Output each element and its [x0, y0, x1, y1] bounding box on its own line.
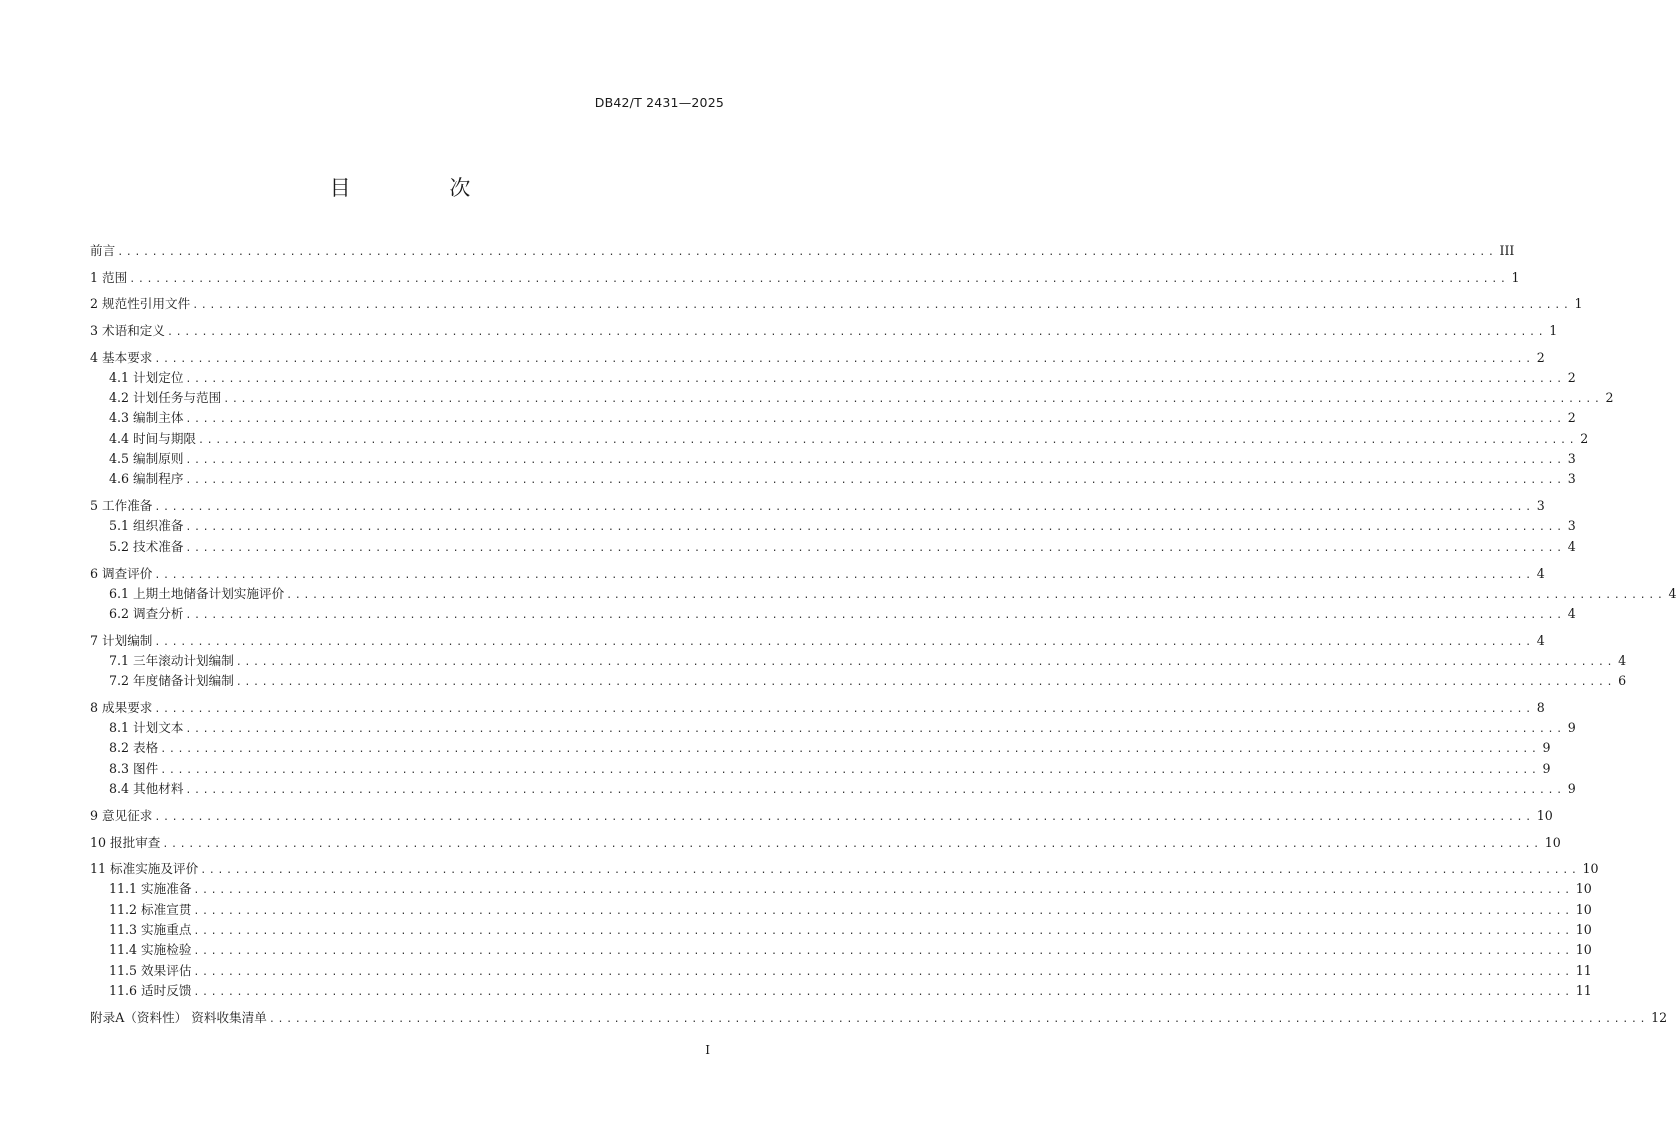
toc-entry-label: 6.1 上期土地储备计划实施评价 [109, 585, 285, 601]
toc-entry-page: 2 [1567, 369, 1576, 385]
toc-leader-dots: ................................................................................................................................................................ [154, 704, 1534, 716]
toc-entry-page: 3 [1567, 450, 1576, 466]
toc-entry-label: 8.2 表格 [109, 740, 159, 756]
table-of-contents [90, 240, 1676, 1027]
toc-entry-page: 9 [1567, 780, 1576, 796]
toc-leader-dots: ................................................................................................................................................................ [185, 373, 1565, 385]
toc-entry-label: 6.2 调查分析 [109, 605, 184, 621]
toc-leader-dots: ................................................................................................................................................................ [198, 434, 1578, 446]
toc-entry-label: 5.1 组织准备 [109, 518, 184, 534]
toc-subentry[interactable] [90, 603, 1576, 623]
toc-entry-label: 11.1 实施准备 [109, 881, 192, 897]
toc-leader-dots: ................................................................................................................................................................ [200, 865, 1580, 877]
toc-entry[interactable] [90, 320, 1558, 340]
toc-entry[interactable] [90, 563, 1545, 583]
toc-leader-dots: ................................................................................................................................................................ [193, 885, 1573, 897]
toc-entry-page: 4 [1618, 652, 1627, 668]
document-code: DB42/T 2431—2025 [594, 95, 724, 110]
toc-leader-dots: ................................................................................................................................................................ [235, 656, 1616, 668]
toc-subentry[interactable] [90, 428, 1589, 448]
toc-leader-dots: ................................................................................................................................................................ [193, 986, 1573, 998]
toc-subentry[interactable] [90, 919, 1592, 939]
toc-entry-page: 4 [1536, 632, 1545, 648]
toc-entry-label: 前言 [90, 243, 116, 258]
toc-entry-page: 4 [1536, 565, 1545, 581]
toc-entry[interactable] [90, 267, 1520, 287]
toc-subentry[interactable] [90, 468, 1576, 488]
toc-leader-dots: ................................................................................................................................................................ [154, 636, 1534, 648]
toc-entry-label: 1 范围 [90, 269, 128, 285]
page-title: 目 次 [329, 176, 517, 200]
toc-leader-dots: ................................................................................................................................................................ [167, 327, 1547, 339]
toc-subentry[interactable] [90, 515, 1576, 535]
toc-leader-dots: ................................................................................................................................................................ [154, 502, 1534, 514]
toc-entry-page: 1 [1574, 296, 1583, 312]
toc-entry-label: 5 工作准备 [90, 498, 153, 514]
toc-entry-label: 7.2 年度储备计划编制 [109, 673, 234, 689]
toc-subentry[interactable] [90, 899, 1592, 919]
toc-leader-dots: ................................................................................................................................................................ [193, 905, 1573, 917]
toc-leader-dots: ................................................................................................................................................................ [117, 247, 1497, 258]
toc-entry[interactable] [90, 697, 1545, 717]
toc-leader-dots: ................................................................................................................................................................ [185, 784, 1565, 796]
toc-leader-dots: ................................................................................................................................................................ [160, 764, 1540, 776]
toc-entry-label: 5.2 技术准备 [109, 538, 184, 554]
toc-entry-page: 4 [1567, 605, 1576, 621]
toc-leader-dots: ................................................................................................................................................................ [235, 677, 1616, 689]
toc-subentry[interactable] [90, 778, 1576, 798]
toc-entry[interactable] [90, 240, 1515, 260]
toc-entry-page: 2 [1580, 430, 1589, 446]
toc-leader-dots: ................................................................................................................................................................ [185, 522, 1565, 534]
toc-entry-label: 4.2 计划任务与范围 [109, 390, 222, 406]
toc-subentry[interactable] [90, 939, 1592, 959]
toc-entry[interactable] [90, 1007, 1668, 1027]
toc-entry-label: 8.1 计划文本 [109, 720, 184, 736]
toc-entry-page: 2 [1605, 390, 1614, 406]
toc-entry-page: 3 [1536, 498, 1545, 514]
toc-leader-dots: ................................................................................................................................................................ [185, 475, 1565, 487]
toc-leader-dots: ................................................................................................................................................................ [185, 724, 1565, 736]
toc-entry-page: III [1499, 243, 1515, 258]
toc-leader-dots: ................................................................................................................................................................ [185, 414, 1565, 426]
toc-entry-label: 附录A（资料性） 资料收集清单 [90, 1009, 267, 1025]
toc-entry-label: 7 计划编制 [90, 632, 153, 648]
toc-entry[interactable] [90, 858, 1599, 878]
toc-entry-page: 3 [1567, 518, 1576, 534]
toc-entry-page: 11 [1575, 962, 1592, 978]
toc-entry-page: 4 [1567, 538, 1576, 554]
toc-subentry[interactable] [90, 960, 1592, 980]
toc-entry-page: 10 [1536, 807, 1553, 823]
toc-entry-label: 4 基本要求 [90, 349, 153, 365]
toc-subentry[interactable] [90, 980, 1592, 1000]
toc-entry-label: 8.4 其他材料 [109, 780, 184, 796]
toc-entry-page: 10 [1544, 834, 1561, 850]
toc-entry-page: 11 [1575, 982, 1592, 998]
toc-entry-page: 1 [1549, 323, 1558, 339]
toc-leader-dots: ................................................................................................................................................................ [154, 569, 1534, 581]
toc-entry[interactable] [90, 832, 1561, 852]
toc-entry-label: 11.3 实施重点 [109, 921, 192, 937]
toc-subentry[interactable] [90, 407, 1576, 427]
toc-entry-page: 6 [1618, 673, 1627, 689]
toc-entry-label: 11.5 效果评估 [109, 962, 192, 978]
toc-entry-page: 1 [1511, 269, 1520, 285]
toc-leader-dots: ................................................................................................................................................................ [268, 1013, 1649, 1025]
toc-leader-dots: ................................................................................................................................................................ [154, 353, 1534, 365]
toc-subentry[interactable] [90, 536, 1576, 556]
toc-entry-page: 10 [1575, 921, 1592, 937]
toc-subentry[interactable] [90, 758, 1551, 778]
toc-subentry[interactable] [90, 583, 1676, 603]
toc-leader-dots: ................................................................................................................................................................ [185, 609, 1565, 621]
toc-entry-page: 8 [1536, 700, 1545, 716]
toc-leader-dots: ................................................................................................................................................................ [185, 454, 1565, 466]
page-number: I [705, 1043, 710, 1057]
toc-entry-label: 4.3 编制主体 [109, 410, 184, 426]
toc-leader-dots: ................................................................................................................................................................ [193, 946, 1573, 958]
toc-leader-dots: ................................................................................................................................................................ [286, 589, 1666, 601]
toc-entry-page: 10 [1575, 901, 1592, 917]
toc-entry-label: 8 成果要求 [90, 700, 153, 716]
toc-leader-dots: ................................................................................................................................................................ [129, 273, 1509, 285]
toc-entry-label: 6 调查评价 [90, 565, 153, 581]
toc-subentry[interactable] [90, 650, 1627, 670]
toc-entry-label: 11 标准实施及评价 [90, 861, 199, 877]
toc-entry[interactable] [90, 495, 1545, 515]
toc-entry[interactable] [90, 805, 1553, 825]
toc-subentry[interactable] [90, 387, 1614, 407]
toc-entry-label: 3 术语和定义 [90, 323, 165, 339]
toc-entry-label: 10 报批审查 [90, 834, 161, 850]
toc-subentry[interactable] [90, 878, 1592, 898]
toc-entry-label: 7.1 三年滚动计划编制 [109, 652, 234, 668]
toc-entry-page: 9 [1567, 720, 1576, 736]
toc-entry-page: 10 [1575, 942, 1592, 958]
toc-entry-page: 12 [1651, 1009, 1668, 1025]
toc-leader-dots: ................................................................................................................................................................ [223, 394, 1603, 406]
toc-entry-page: 2 [1567, 410, 1576, 426]
toc-leader-dots: ................................................................................................................................................................ [185, 542, 1565, 554]
toc-entry-label: 9 意见征求 [90, 807, 153, 823]
toc-entry-label: 8.3 图件 [109, 760, 159, 776]
toc-entry-page: 9 [1542, 760, 1551, 776]
toc-entry-page: 9 [1542, 740, 1551, 756]
toc-leader-dots: ................................................................................................................................................................ [193, 966, 1573, 978]
toc-leader-dots: ................................................................................................................................................................ [154, 811, 1534, 823]
toc-leader-dots: ................................................................................................................................................................ [160, 744, 1540, 756]
toc-entry-page: 4 [1668, 585, 1676, 601]
toc-entry-page: 10 [1582, 861, 1599, 877]
toc-entry-label: 4.1 计划定位 [109, 369, 184, 385]
toc-entry[interactable] [90, 293, 1583, 313]
toc-entry-label: 11.4 实施检验 [109, 942, 192, 958]
toc-entry-label: 2 规范性引用文件 [90, 296, 191, 312]
toc-entry-label: 11.6 适时反馈 [109, 982, 192, 998]
toc-subentry[interactable] [90, 737, 1551, 757]
toc-subentry[interactable] [90, 670, 1627, 690]
toc-subentry[interactable] [90, 448, 1576, 468]
toc-entry-page: 3 [1567, 471, 1576, 487]
toc-entry-label: 4.4 时间与期限 [109, 430, 197, 446]
toc-leader-dots: ................................................................................................................................................................ [162, 838, 1542, 850]
toc-entry-label: 4.6 编制程序 [109, 471, 184, 487]
toc-entry-label: 4.5 编制原则 [109, 450, 184, 466]
toc-leader-dots: ................................................................................................................................................................ [193, 925, 1573, 937]
toc-entry-page: 10 [1575, 881, 1592, 897]
toc-leader-dots: ................................................................................................................................................................ [192, 300, 1572, 312]
toc-entry-label: 11.2 标准宣贯 [109, 901, 192, 917]
toc-subentry[interactable] [90, 367, 1576, 387]
toc-entry[interactable] [90, 347, 1545, 367]
toc-entry-page: 2 [1536, 349, 1545, 365]
toc-entry[interactable] [90, 630, 1545, 650]
toc-subentry[interactable] [90, 717, 1576, 737]
